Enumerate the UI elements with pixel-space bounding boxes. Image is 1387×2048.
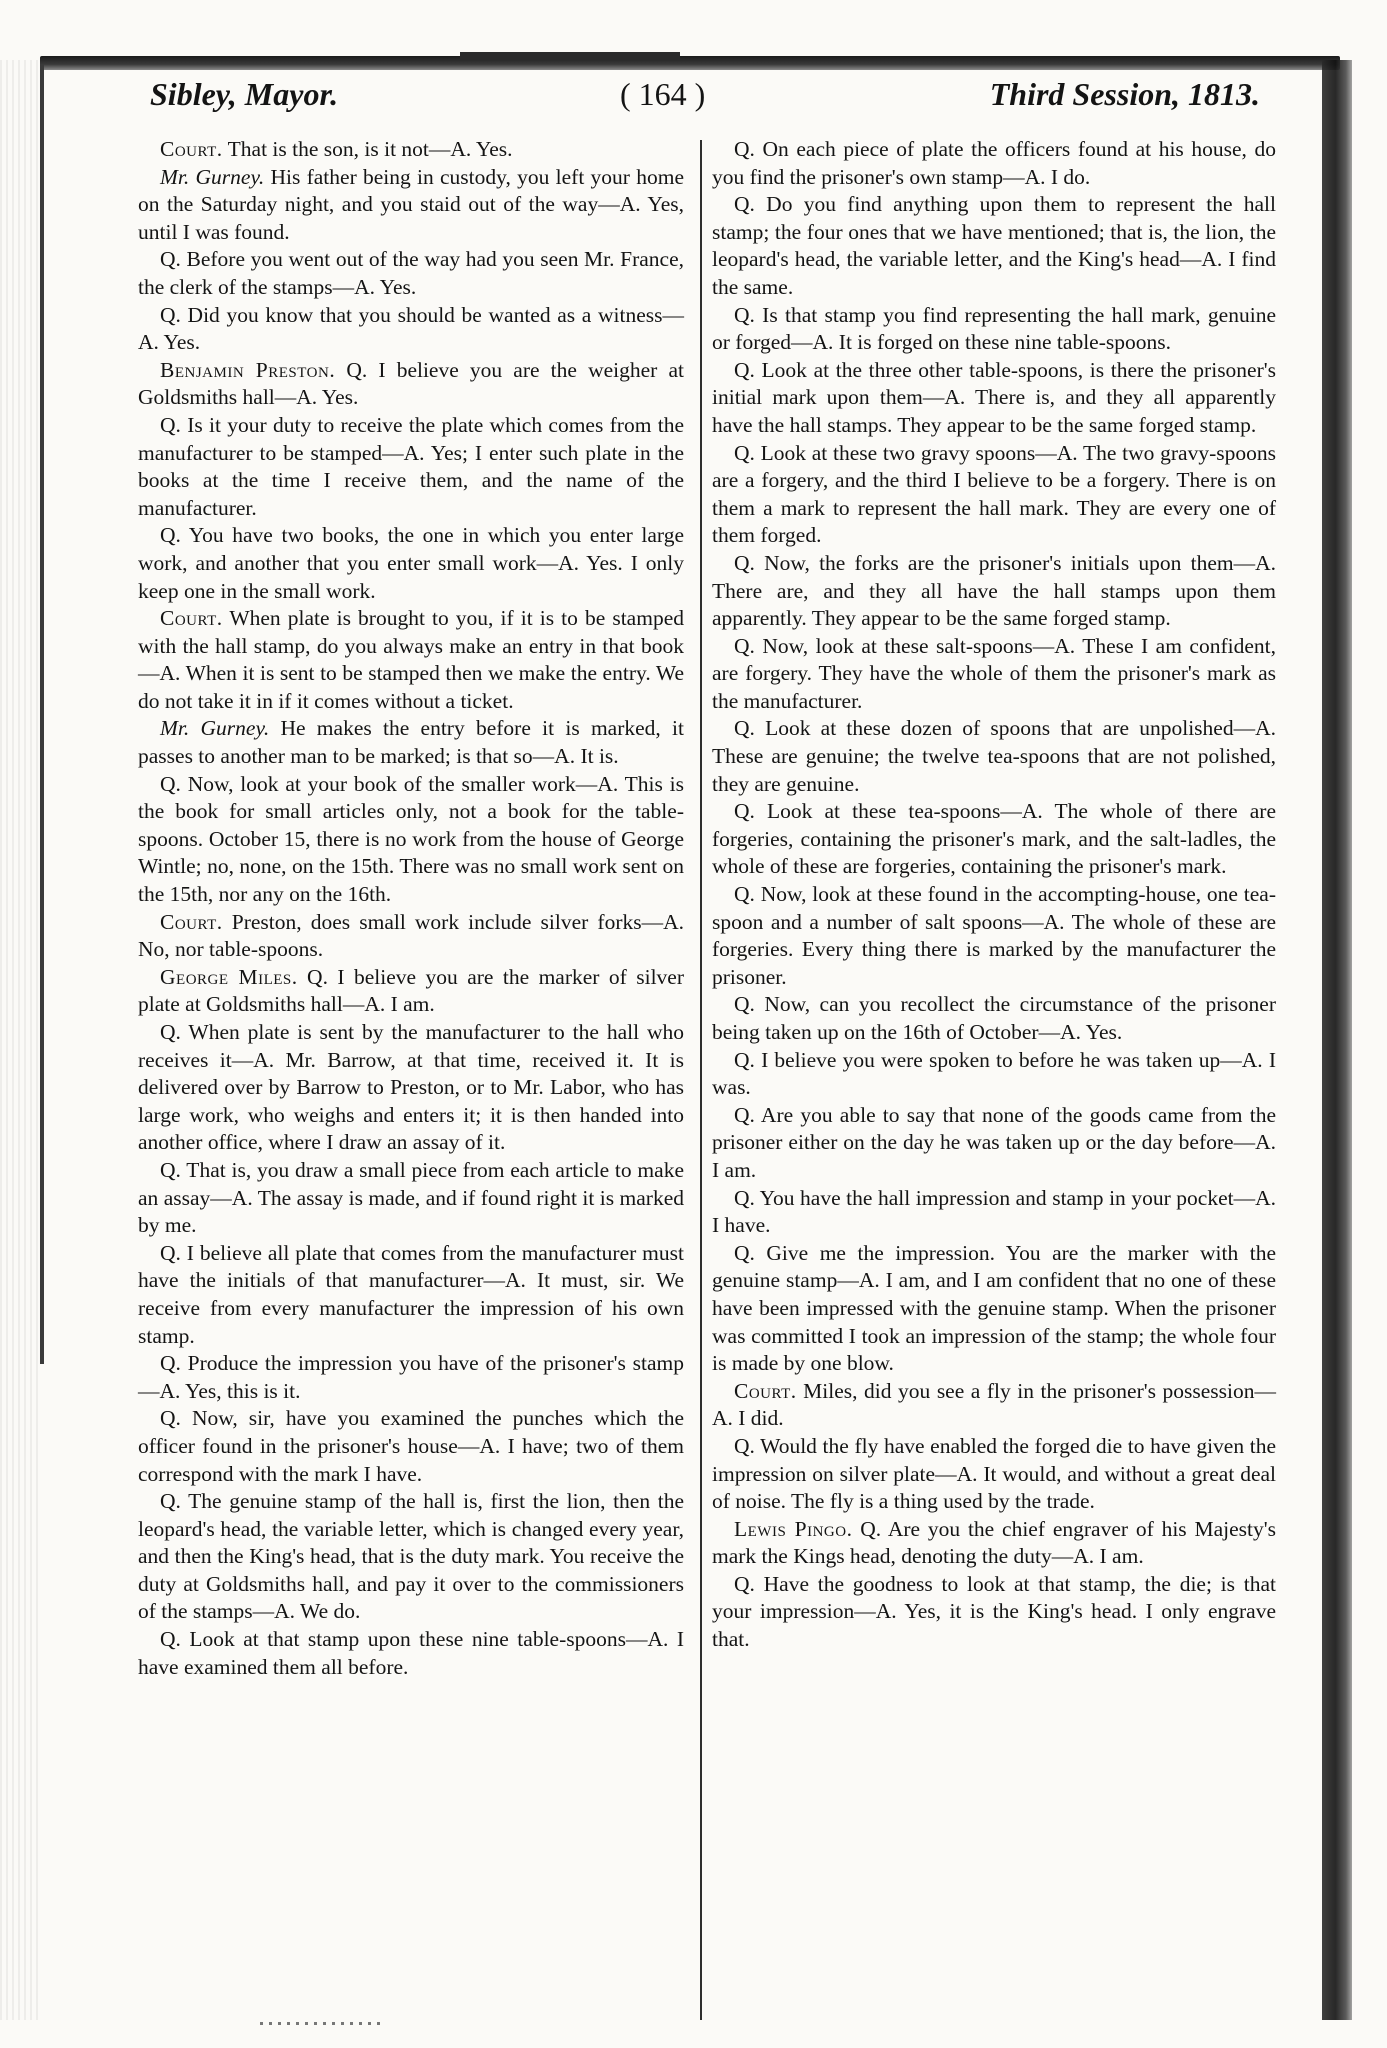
paragraph <box>138 1405 684 1488</box>
paragraph-text: Q. Now, look at your book of the smaller work—A. This is the book for small articles only, not a book for the table-spoons. October 15, there is no work from the house of George Wintle; no, none, on the 15th. There was no small work sent on the 15th, nor any on the 16th. <box>138 771 684 907</box>
paragraph <box>712 191 1276 301</box>
paragraph <box>138 1019 684 1157</box>
column-divider <box>700 140 702 2020</box>
top-rule <box>40 56 1340 70</box>
paragraph <box>712 440 1276 550</box>
running-head <box>150 76 1260 132</box>
paragraph-text: Q. Is it your duty to receive the plate which comes from the manufacturer to be stamped—A. Yes; I enter such plate in the books at the time I receive them, and the name of the manufacturer. <box>138 412 684 520</box>
paragraph-text: Q. Are you able to say that none of the goods came from the prisoner either on the day he was taken up or the day before—A. I am. <box>712 1102 1276 1182</box>
paragraph <box>138 357 684 412</box>
paragraph-text: Q. Look at that stamp upon these nine table-spoons—A. I have examined them all before. <box>138 1627 684 1679</box>
header-session: Third Session, 1813. <box>989 76 1260 112</box>
paragraph <box>138 1626 684 1681</box>
speaker-name: Court. <box>160 137 223 161</box>
left-column <box>138 136 684 1681</box>
paragraph <box>712 302 1276 357</box>
speaker-name: Court. <box>160 909 223 934</box>
paragraph <box>712 881 1276 991</box>
paragraph <box>138 164 684 247</box>
right-edge-shadow <box>1322 60 1352 2020</box>
paragraph-text: Q. Now, look at these salt-spoons—A. These I am confident, are forgery. They have the whole of them the prisoner's mark as the manufacturer. <box>712 633 1276 713</box>
paragraph <box>138 412 684 522</box>
left-rule <box>40 64 44 1364</box>
paragraph-text: Q. I believe you are the weigher at Goldsmiths hall—A. Yes. <box>138 357 684 410</box>
paragraph <box>712 1433 1276 1516</box>
paragraph-text: Q. I believe you were spoken to before he was taken up—A. I was. <box>712 1047 1276 1100</box>
paragraph-text: Preston, does small work include silver forks—A. No, nor table-spoons. <box>138 909 684 962</box>
paragraph-text: Q. I believe you are the marker of silver plate at Goldsmiths hall—A. I am. <box>138 964 684 1017</box>
paragraph-text: Q. Now, the forks are the prisoner's initials upon them—A. There are, and they all have the hall stamps upon them apparently. They appear to be the same forged stamp. <box>712 550 1276 631</box>
paragraph-text: Q. Before you went out of the way had you seen Mr. France, the clerk of the stamps—A. Yes. <box>138 247 684 299</box>
paragraph <box>712 633 1276 716</box>
paragraph-text: Q. Look at the three other table-spoons, is there the prisoner's initial mark upon them—A. There is, and they all apparently have the hall stamps. They appear to be the same forged stamp. <box>712 357 1276 437</box>
paragraph <box>712 136 1276 191</box>
paragraph <box>138 1350 684 1405</box>
paragraph-text: Q. When plate is sent by the manufacturer to the hall who receives it—A. Mr. Barrow, at that time, received it. It is delivered over by Barrow to Preston, or to Mr. Labor, who has large work, who weighs and enters it; it is then handed into another office, where I draw an assay of it. <box>138 1020 684 1155</box>
paragraph-text: Q. Give me the impression. You are the marker with the genuine stamp—A. I am, and I am confident that no one of these have been impressed with the genuine stamp. When the prisoner was committed I took an impression of the stamp; the whole four is made by one blow. <box>712 1240 1276 1376</box>
speaker-name: Mr. Gurney. <box>160 164 265 189</box>
paragraph-text: Q. Produce the impression you have of the prisoner's stamp—A. Yes, this is it. <box>138 1351 684 1403</box>
paragraph-text: Q. You have two books, the one in which you enter large work, and another that you enter small work—A. Yes. I only keep one in the small work. <box>138 523 684 603</box>
paragraph <box>138 605 684 715</box>
speaker-name: Court. <box>160 606 223 631</box>
left-margin-smudge <box>0 60 40 2020</box>
paragraph-text: Q. Would the fly have enabled the forged die to have given the impression on silver plate—A. It would, and without a great deal of noise. The fly is a thing used by the trade. <box>712 1433 1276 1514</box>
paragraph-text: Q. I believe all plate that comes from the manufacturer must have the initials of that manufacturer—A. It must, sir. We receive from every manufacturer the impression of his own stamp. <box>138 1240 684 1348</box>
paragraph-text: Q. The genuine stamp of the hall is, first the lion, then the leopard's head, the variable letter, which is changed every year, and then the King's head, that is the duty mark. You receive the duty at Goldsmiths hall, and pay it over to the commissioners of the stamps—A. We do. <box>138 1489 684 1624</box>
paragraph <box>138 964 684 1019</box>
paragraph <box>712 798 1276 881</box>
paragraph-text: His father being in custody, you left your home on the Saturday night, and you staid out of the way—A. Yes, until I was found. <box>138 164 685 244</box>
paragraph-text: Q. Are you the chief engraver of his Majesty's mark the Kings head, denoting the duty—A. I am. <box>712 1516 1276 1569</box>
speaker-name: Benjamin Preston. <box>160 357 336 382</box>
paragraph <box>712 1516 1276 1571</box>
paragraph <box>138 246 684 301</box>
paragraph <box>138 136 684 164</box>
paragraph <box>712 1185 1276 1240</box>
paragraph-text: Q. Look at these tea-spoons—A. The whole of there are forgeries, containing the prisoner's mark, and the salt-ladles, the whole of these are forgeries, containing the prisoner's mark. <box>712 799 1276 879</box>
paragraph-text: Miles, did you see a fly in the prisoner's possession—A. I did. <box>712 1378 1276 1431</box>
paragraph <box>138 302 684 357</box>
paragraph <box>138 1488 684 1626</box>
paragraph-text: Q. Have the goodness to look at that stamp, the die; is that your impression—A. Yes, it is the King's head. I only engrave that. <box>712 1571 1276 1652</box>
paragraph-text: When plate is brought to you, if it is to be stamped with the hall stamp, do you always make an entry in that book—A. When it is sent to be stamped then we make the entry. We do not take it in if it comes without a ticket. <box>138 606 684 713</box>
paragraph-text: Q. Now, look at these found in the accompting-house, one tea-spoon and a number of salt spoons—A. The whole of these are forgeries. Every thing there is marked by the manufacturer the prisoner. <box>712 882 1276 989</box>
speaker-name: George Miles. <box>160 964 298 989</box>
paragraph <box>712 550 1276 633</box>
bottom-dots <box>260 2022 380 2025</box>
paragraph <box>138 715 684 770</box>
paragraph-text: Q. On each piece of plate the officers found at his house, do you find the prisoner's own stamp—A. I do. <box>712 137 1276 189</box>
paragraph-text: Q. Look at these dozen of spoons that are unpolished—A. These are genuine; the twelve tea-spoons that are not polished, they are genuine. <box>712 716 1276 796</box>
paragraph-text: He makes the entry before it is marked, it passes to another man to be marked; is that so—A. It is. <box>138 716 684 769</box>
paragraph <box>712 1378 1276 1433</box>
page-number: ( 164 ) <box>620 76 706 112</box>
paragraph-text: That is the son, is it not—A. Yes. <box>222 137 513 161</box>
speaker-name: Mr. Gurney. <box>160 716 270 741</box>
paragraph-text: Q. Did you know that you should be wanted as a witness—A. Yes. <box>138 302 684 355</box>
speaker-name: Lewis Pingo. <box>734 1516 853 1541</box>
paragraph <box>712 1102 1276 1185</box>
paragraph <box>712 357 1276 440</box>
paragraph <box>138 1157 684 1240</box>
paragraph-text: Q. Do you find anything upon them to represent the hall stamp; the four ones that we have mentioned; that is, the lion, the leopard's head, the variable letter, and the King's head—A. I find the same. <box>712 192 1276 299</box>
paragraph <box>712 1047 1276 1102</box>
paragraph <box>138 1240 684 1350</box>
paragraph-text: Q. Is that stamp you find representing the hall mark, genuine or forged—A. It is forged on these nine table-spoons. <box>712 302 1276 355</box>
header-mayor: Sibley, Mayor. <box>150 76 339 112</box>
paragraph-text: Q. Look at these two gravy spoons—A. The two gravy-spoons are a forgery, and the third I believe to be a forgery. There is on them a mark to represent the hall mark. They are every one of them forged. <box>712 440 1276 548</box>
paragraph <box>138 771 684 909</box>
paragraph-text: Q. Now, can you recollect the circumstance of the prisoner being taken up on the 16th of October—A. Yes. <box>712 992 1276 1044</box>
paragraph <box>712 1240 1276 1378</box>
paragraph <box>712 991 1276 1046</box>
paragraph <box>712 715 1276 798</box>
paragraph-text: Q. You have the hall impression and stamp in your pocket—A. I have. <box>712 1185 1276 1238</box>
paragraph-text: Q. That is, you draw a small piece from each article to make an assay—A. The assay is made, and if found right it is marked by me. <box>138 1157 684 1238</box>
paragraph <box>138 909 684 964</box>
speaker-name: Court. <box>734 1378 797 1403</box>
paragraph-text: Q. Now, sir, have you examined the punches which the officer found in the prisoner's house—A. I have; two of them correspond with the mark I have. <box>138 1406 684 1486</box>
paragraph <box>138 522 684 605</box>
right-column <box>712 136 1276 1654</box>
paragraph <box>712 1571 1276 1654</box>
